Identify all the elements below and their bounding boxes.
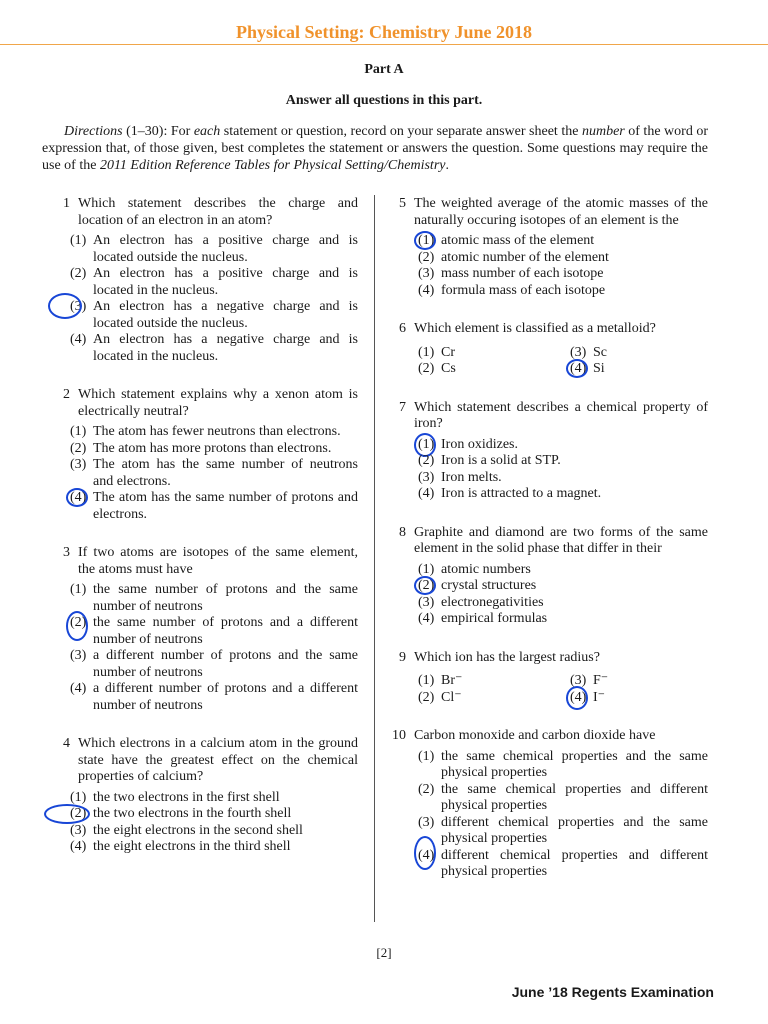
question-3 [48,545,358,714]
question-2 [48,387,358,523]
choice[interactable] [418,595,708,612]
choice[interactable] [418,611,708,628]
question-number: 8 [399,524,406,540]
choice-text: Sc [593,344,607,360]
choice-text: the eight electrons in the third shell [93,839,291,854]
choice-text: An electron has a positive charge and is located outside the nucleus. [93,233,358,265]
choice[interactable] [418,815,708,848]
choice-number: (2) [418,689,435,705]
choice-text: different chemical properties and different physical properties [441,847,708,879]
choice-number: (2) [418,781,435,797]
choice-number: (2) [418,361,435,376]
choice[interactable] [418,470,708,487]
choice-number: (3) [70,299,93,332]
question-7 [396,400,708,503]
column-divider [374,195,375,922]
directions-text: . [445,158,449,173]
choice[interactable] [70,681,358,714]
choice-selected[interactable] [70,615,358,648]
choice-text: the same chemical properties and different physical properties [441,781,708,813]
choice-number: (3) [70,822,87,838]
footer-exam-label: June ’18 Regents Examination [511,984,714,1000]
choice[interactable] [418,250,708,267]
question-number: 3 [63,545,70,560]
choice[interactable] [70,582,358,615]
choice-number: (1) [418,748,435,764]
choice[interactable] [70,457,358,490]
question-number: 2 [63,387,70,402]
pen-circle-mark [66,611,88,641]
pen-circle-mark [48,293,82,319]
choice-text: I⁻ [593,689,606,705]
choice-number: (4) [570,361,593,378]
choice-text: The atom has the same number of protons and electrons. [93,490,358,522]
question-stem: The weighted average of the atomic masses of the naturally occuring isotopes of an element is the [414,196,708,228]
choice-text: crystal structures [441,578,537,593]
choice[interactable] [418,266,708,283]
pen-circle-mark [414,231,436,250]
choice-text: An electron has a negative charge and is located outside the nucleus. [93,299,358,331]
choice-text: the same number of protons and the same number of neutrons [93,582,358,614]
question-8 [396,525,708,628]
header-rule [0,44,768,45]
choice-text: mass number of each isotope [441,266,604,281]
choice-number: (2) [70,615,93,648]
choice[interactable] [70,233,358,266]
choice[interactable] [418,749,708,782]
choice-selected[interactable] [570,361,700,378]
choice-number: (1) [70,424,87,439]
choice-text: atomic numbers [441,561,531,577]
pen-circle-mark [566,359,588,378]
choice[interactable] [70,332,358,365]
choice-selected[interactable] [418,578,708,595]
choice-text: atomic number of the element [441,249,609,265]
question-stem: Which electrons in a calcium atom in the ground state have the greatest effect on the chemical properties of calcium? [78,736,358,784]
choice-text: Iron melts. [441,469,502,485]
choice-number: (1) [418,344,435,360]
part-instruction: Answer all questions in this part. [285,93,483,108]
choice[interactable] [418,345,568,362]
choice-text: formula mass of each isotope [441,282,606,298]
choice-selected[interactable] [70,806,358,823]
choice-number: (3) [418,814,435,830]
choice-selected[interactable] [70,299,358,332]
choice[interactable] [70,823,358,840]
choice-number: (2) [418,453,435,468]
pen-circle-mark [414,836,436,870]
directions-range: (1–30) [126,124,164,139]
choice[interactable] [570,673,700,690]
pen-circle-mark [414,576,436,595]
choice-text: empirical formulas [441,611,548,626]
question-number: 7 [399,399,406,415]
question-10 [392,728,708,881]
choice-number: (1) [418,673,435,688]
choice-text: F⁻ [593,673,609,688]
choice-text: the two electrons in the fourth shell [93,806,292,821]
directions-emphasis-number: number [581,124,625,139]
question-4 [48,736,358,856]
choice-number: (1) [70,582,87,597]
choice-text: a different number of protons and a different number of neutrons [93,681,358,713]
choice-number: (1) [418,437,441,454]
choice[interactable] [418,690,568,707]
choice-number: (3) [70,457,87,472]
question-stem: Graphite and diamond are two forms of the same element in the solid phase that differ in their [414,524,708,556]
question-number: 10 [392,728,406,743]
choice-number: (4) [70,681,87,696]
choice[interactable] [570,345,700,362]
directions-text: statement or question, record on your separate answer sheet the [220,124,582,139]
question-number: 1 [63,196,70,211]
page-number: [2] [376,945,392,960]
choice-number: (3) [70,648,87,663]
choice[interactable] [418,673,568,690]
choice-number: (4) [570,690,593,707]
choice-number: (4) [418,848,441,881]
part-title: Part A [364,62,404,77]
directions-paragraph [42,123,708,174]
directions-reference-title: 2011 Edition Reference Tables for Physical Setting/Chemistry [99,158,446,173]
choice-number: (4) [418,282,435,298]
choice-text: electronegativities [441,594,544,610]
choice-text: different chemical properties and the same physical properties [441,814,708,846]
choice-number: (2) [70,806,93,823]
choice-selected[interactable] [570,690,700,707]
choice-number: (1) [70,233,87,248]
choice-number: (4) [418,611,435,626]
choice-text: the eight electrons in the second shell [93,822,303,838]
choice-text: Iron is a solid at STP. [441,453,561,468]
choice-number: (4) [70,332,87,347]
choice[interactable] [70,441,358,458]
choice-text: Iron is attracted to a magnet. [441,486,602,501]
question-6 [396,321,708,378]
choice[interactable] [70,839,358,856]
question-1 [48,196,358,365]
directions-text: : For [163,124,194,139]
choice[interactable] [418,562,708,579]
choice-text: Iron oxidizes. [441,436,518,452]
choice-text: Si [593,361,605,376]
choice[interactable] [70,790,358,807]
choice-text: The atom has fewer neutrons than electrons. [93,424,341,439]
pen-circle-mark [566,686,588,710]
choice-selected[interactable] [418,437,708,454]
question-number: 4 [63,736,70,751]
choice-number: (3) [418,594,435,610]
choice-number: (4) [70,490,93,523]
choice[interactable] [418,361,568,378]
question-stem: Which statement describes a chemical property of iron? [414,399,708,431]
choice-number: (3) [570,344,587,360]
question-number: 9 [399,649,406,665]
choice-text: a different number of protons and the same number of neutrons [93,648,358,680]
choice-text: An electron has a positive charge and is located in the nucleus. [93,266,358,298]
question-stem: If two atoms are isotopes of the same element, the atoms must have [78,545,358,577]
page-header-title: Physical Setting: Chemistry June 2018 [236,22,532,42]
question-stem: Carbon monoxide and carbon dioxide have [414,728,656,743]
choice-text: The atom has the same number of neutrons and electrons. [93,457,358,489]
choice-text: atomic mass of the element [441,233,595,248]
left-column [48,196,358,871]
choice-number: (2) [70,440,87,456]
choice-number: (1) [418,561,435,577]
choice[interactable] [418,486,708,503]
choice-text: The atom has more protons than electrons. [93,440,332,456]
choice-text: An electron has a negative charge and is located in the nucleus. [93,332,358,364]
choice[interactable] [70,424,358,441]
choice-number: (2) [70,266,87,281]
choice-number: (3) [418,266,435,281]
choice-number: (4) [70,839,87,854]
question-stem: Which statement describes the charge and location of an electron in an atom? [78,196,358,228]
right-column [392,196,708,896]
choice[interactable] [418,782,708,815]
choice-number: (3) [570,673,587,688]
choice[interactable] [70,266,358,299]
choice-number: (2) [418,578,441,595]
choice[interactable] [70,648,358,681]
choice-number: (3) [418,469,435,485]
choice-text: Cr [441,344,455,360]
choice-number: (1) [418,233,441,250]
choice-selected[interactable] [418,848,708,881]
choice-number: (1) [70,789,87,805]
choice[interactable] [418,453,708,470]
choice-text: the same number of protons and a different number of neutrons [93,615,358,647]
question-stem: Which ion has the largest radius? [414,649,600,665]
question-stem: Which element is classified as a metalloid? [414,321,656,336]
question-number: 6 [399,321,406,336]
choice-selected[interactable] [70,490,358,523]
question-9 [396,650,708,707]
directions-text: of the word or expression that, of those given, best completes the statement or answers the question. Some questions may require the use of the [42,124,708,173]
question-5 [396,196,708,299]
choice-text: Br⁻ [441,673,463,688]
directions-emphasis-each: each [193,124,221,139]
question-number: 5 [399,196,406,211]
choice-text: the same chemical properties and the same physical properties [441,748,708,780]
choice-number: (4) [418,486,435,501]
pen-circle-mark [66,488,88,507]
pen-circle-mark [44,804,90,824]
choice-text: the two electrons in the first shell [93,789,280,805]
choice-selected[interactable] [418,233,708,250]
choice-number: (2) [418,249,435,265]
choice-text: Cl⁻ [441,689,462,705]
choice[interactable] [418,283,708,300]
directions-label: Directions [64,124,123,139]
question-stem: Which statement explains why a xenon atom is electrically neutral? [78,387,358,419]
choice-text: Cs [441,361,456,376]
